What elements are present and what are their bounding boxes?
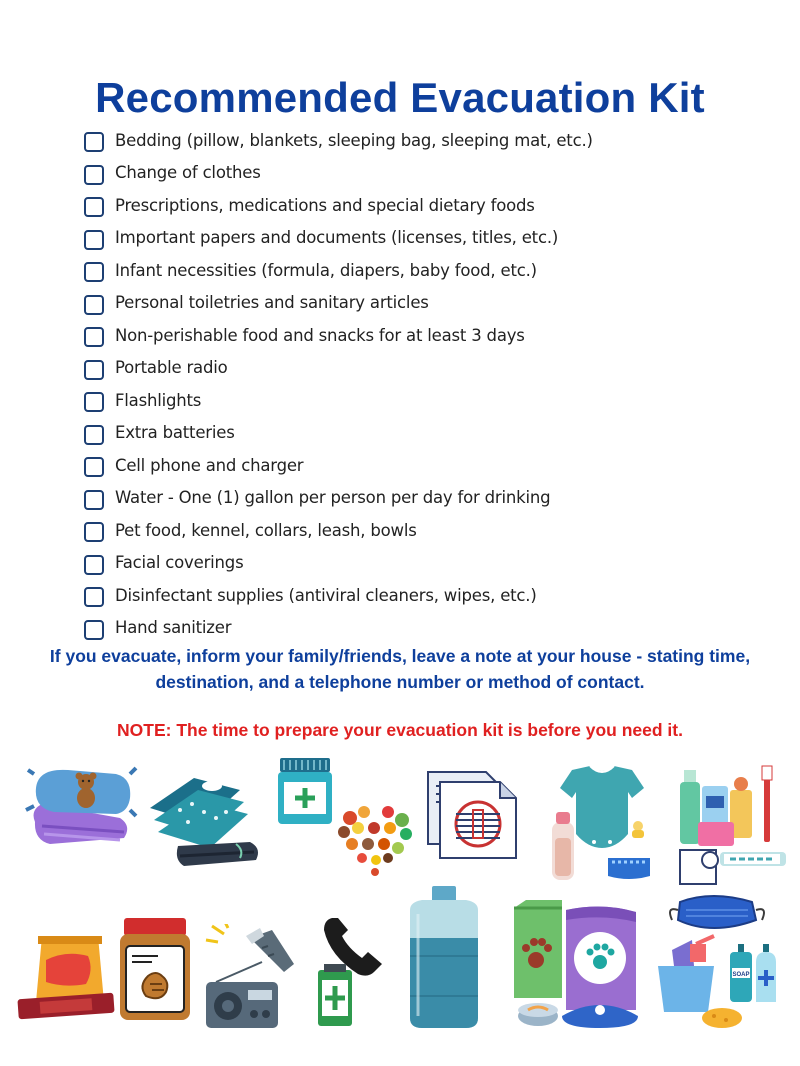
checklist-item[interactable] [84,189,784,222]
checkbox[interactable] [84,165,104,185]
checklist-item-label: Disinfectant supplies (antiviral cleaners, wipes, etc.) [115,585,537,605]
checklist-item-label: Portable radio [115,358,228,378]
checkbox[interactable] [84,295,104,315]
evacuate-instructions: If you evacuate, inform your family/friends, leave a note at your house - stating time, destination, and a telephone number or method of contact. [49,646,751,692]
checklist-item[interactable] [84,254,784,287]
checkbox[interactable] [84,587,104,607]
checklist-item[interactable] [84,579,784,612]
prepare-note: NOTE: The time to prepare your evacuation kit is before you need it. [117,720,683,740]
baby-items-icon [546,764,656,884]
checklist-item-label: Facial coverings [115,553,244,573]
checkbox[interactable] [84,425,104,445]
checklist-item-label: Important papers and documents (licenses, titles, etc.) [115,228,559,248]
checkbox[interactable] [84,132,104,152]
checkbox[interactable] [84,620,104,640]
checklist-item-label: Cell phone and charger [115,455,304,475]
checklist-item-label: Pet food, kennel, collars, leash, bowls [115,520,417,540]
checklist-item-label: Personal toiletries and sanitary articles [115,293,429,313]
checklist-item[interactable] [84,319,784,352]
clothes-icon [140,760,270,875]
checkbox[interactable] [84,522,104,542]
peanut-butter-jar-icon [116,916,194,1022]
pet-supplies-icon [510,898,650,1032]
checklist-item[interactable] [84,287,784,320]
documents-icon [422,768,522,860]
checklist-item-label: Infant necessities (formula, diapers, baby food, etc.) [115,260,537,280]
checkbox[interactable] [84,360,104,380]
checklist-item[interactable] [84,449,784,482]
phone-battery-icon [310,916,394,1028]
checkbox[interactable] [84,262,104,282]
checklist-item[interactable] [84,417,784,450]
checklist-item[interactable] [84,514,784,547]
checkbox[interactable] [84,197,104,217]
soap-label: SOAP [732,972,750,978]
checklist-item-label: Flashlights [115,390,202,410]
checklist-item-label: Change of clothes [115,163,261,183]
medicine-bottle-icon [274,756,336,828]
bedding-icon [20,760,140,865]
checklist-item[interactable] [84,222,784,255]
checklist-item-label: Hand sanitizer [115,618,232,638]
checklist-item-label: Water - One (1) gallon per person per day for drinking [115,488,551,508]
radio-flashlight-icon [202,924,312,1032]
checklist-item[interactable] [84,384,784,417]
water-jug-icon [402,884,486,1030]
healthy-food-heart-icon [330,798,420,882]
checklist-item-label: Extra batteries [115,423,235,443]
checklist-item[interactable] [84,352,784,385]
checkbox[interactable] [84,392,104,412]
page-title: Recommended Evacuation Kit [95,74,705,121]
checkbox[interactable] [84,490,104,510]
snack-bars-icon [16,930,116,1026]
checklist-item[interactable] [84,157,784,190]
cleaning-supplies-icon [652,892,792,1030]
checklist-item-label: Bedding (pillow, blankets, sleeping bag, sleeping mat, etc.) [115,130,593,150]
checklist-item-label: Prescriptions, medications and special dietary foods [115,195,535,215]
evacuation-checklist [84,124,784,644]
checklist-item[interactable] [84,612,784,645]
checkbox[interactable] [84,327,104,347]
checkbox[interactable] [84,230,104,250]
checklist-item[interactable] [84,482,784,515]
checklist-item[interactable] [84,547,784,580]
checklist-item[interactable] [84,124,784,157]
checkbox[interactable] [84,555,104,575]
checklist-item-label: Non-perishable food and snacks for at least 3 days [115,325,525,345]
toiletries-icon [674,764,792,888]
checkbox[interactable] [84,457,104,477]
